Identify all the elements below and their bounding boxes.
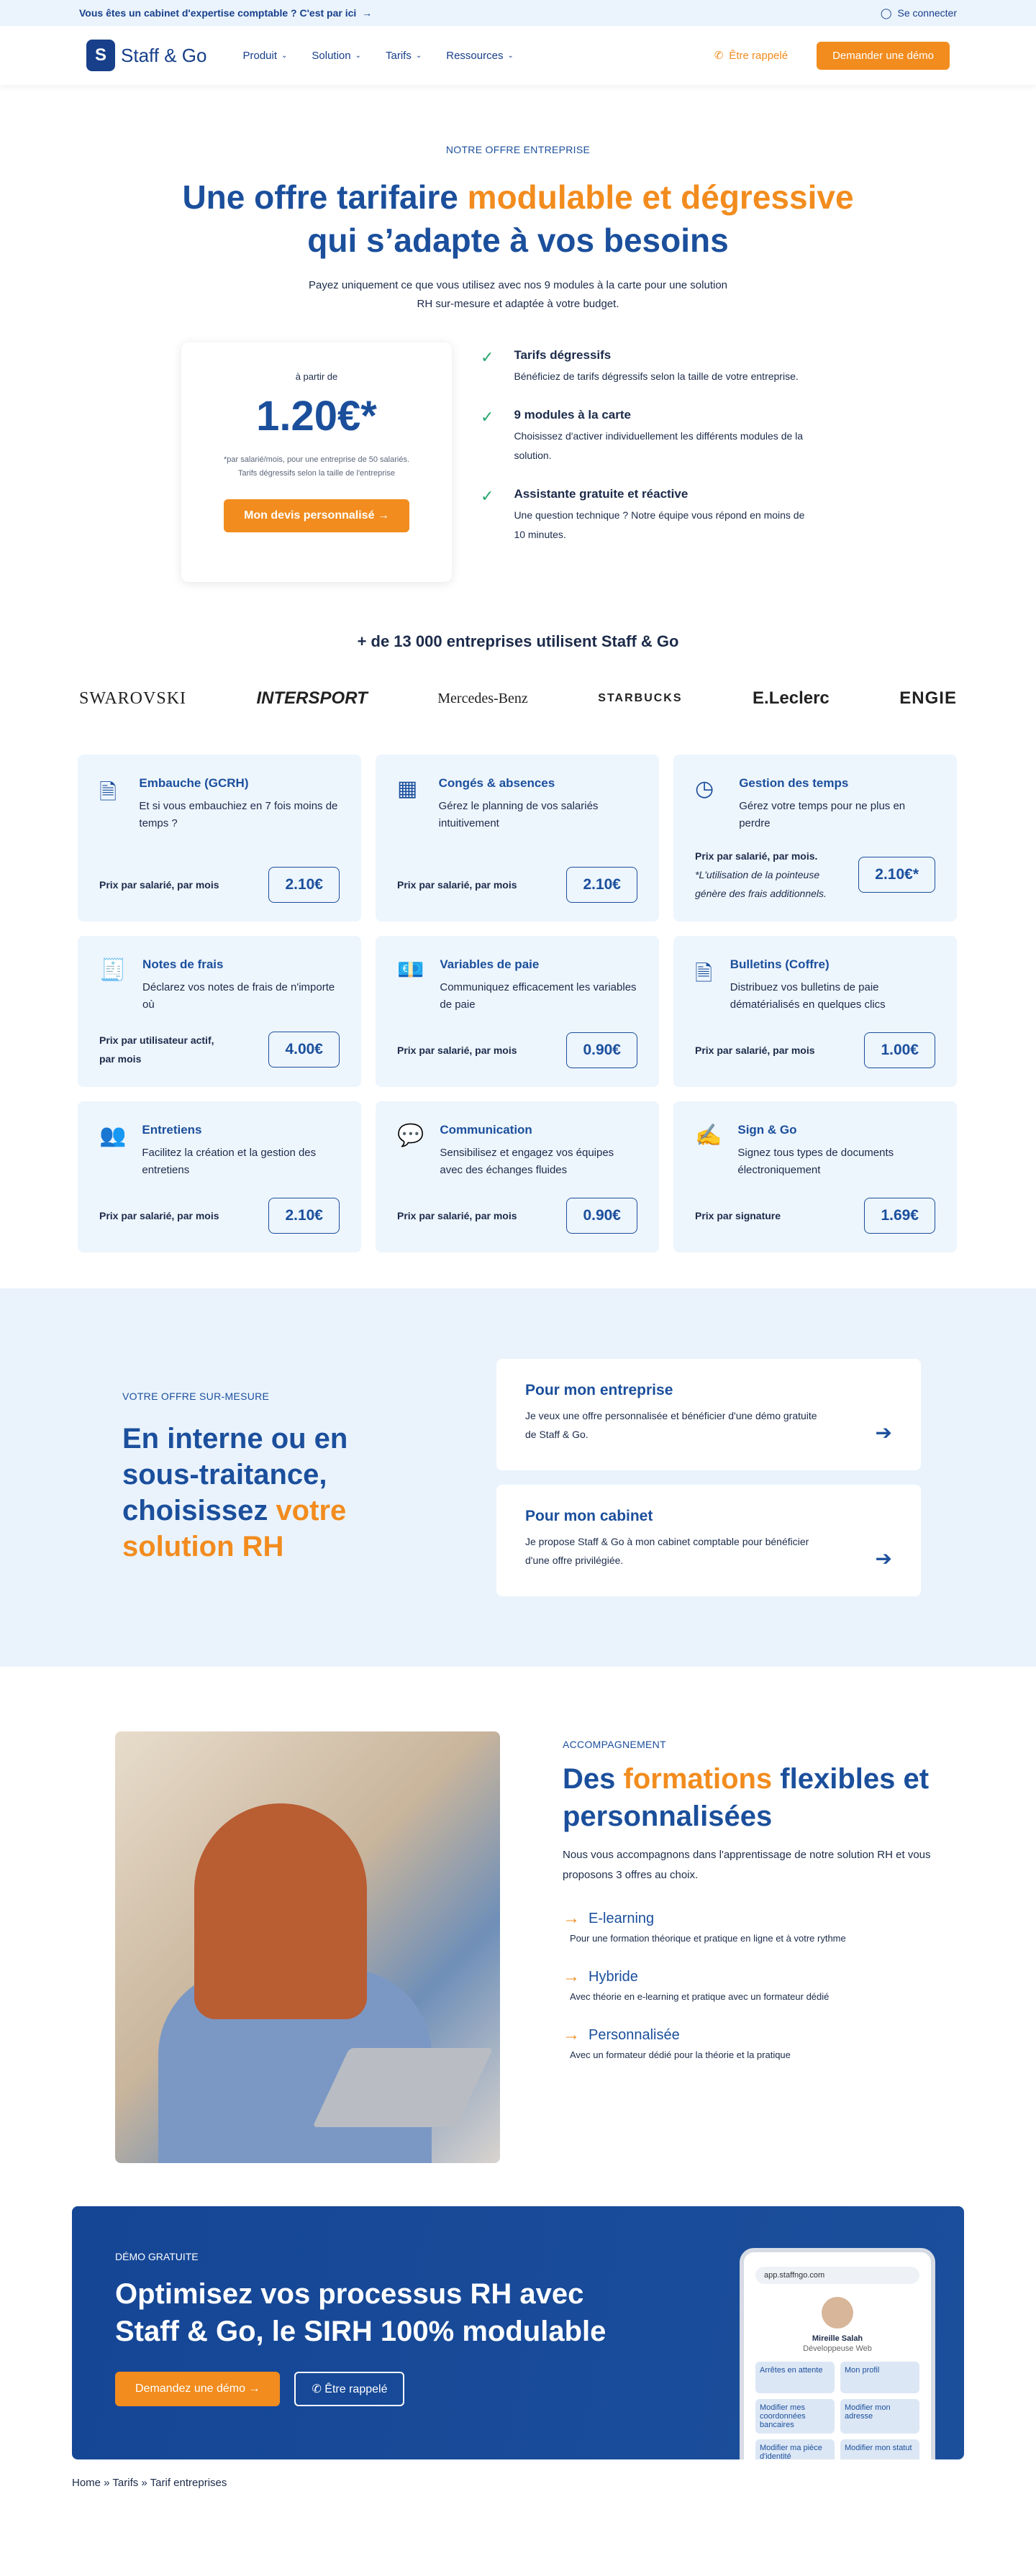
module-price: 0.90€ xyxy=(566,1198,637,1234)
module-price: 2.10€ xyxy=(268,867,340,903)
module-text: Distribuez vos bulletins de paie dématérialisés en quelques clics xyxy=(730,981,886,1011)
client-logo: INTERSPORT xyxy=(256,688,368,708)
module-price: 1.00€ xyxy=(864,1032,935,1068)
chevron-down-icon: ⌄ xyxy=(355,51,362,60)
hero xyxy=(0,85,1036,582)
module-card xyxy=(376,1101,659,1252)
breadcrumb[interactable]: Home » Tarifs » Tarif entreprises xyxy=(72,2477,227,2489)
phone-tile: Arrêtes en attente xyxy=(755,2362,835,2393)
nav-item-solution[interactable] xyxy=(312,50,361,62)
module-title: Congés & absences xyxy=(438,776,555,790)
module-title: Bulletins (Coffre) xyxy=(730,957,830,971)
feature-title: Assistante gratuite et réactive xyxy=(514,487,689,501)
training-section xyxy=(0,1667,1036,2163)
offer-card-title: Pour mon entreprise xyxy=(525,1382,673,1398)
callback-link[interactable] xyxy=(714,49,788,62)
phone-url: app.staffngo.com xyxy=(755,2267,919,2284)
module-price: 1.69€ xyxy=(864,1198,935,1234)
arrow-right-icon: → xyxy=(563,1967,580,1986)
module-price: 2.10€ xyxy=(566,867,637,903)
offer-card-text: Je veux une offre personnalisée et bénéficier d'une démo gratuite de Staff & Go. xyxy=(525,1410,817,1440)
hero-eyebrow: NOTRE OFFRE ENTREPRISE xyxy=(445,144,591,155)
phone-tile: Modifier ma pièce d'identité xyxy=(755,2439,835,2459)
nav-menu xyxy=(242,50,513,62)
training-item-text: Avec théorie en e-learning et pratique avec un formateur dédié xyxy=(570,1991,830,2002)
module-card xyxy=(376,936,659,1087)
band-intro xyxy=(122,1391,417,1565)
module-title: Communication xyxy=(440,1123,532,1137)
offer-section xyxy=(0,342,1036,582)
training-item-title: E-learning xyxy=(589,1910,655,1926)
feature-list xyxy=(481,342,812,582)
module-price: 2.10€* xyxy=(858,857,935,893)
phone-tile: Modifier mon statut xyxy=(840,2439,919,2459)
price-label: Prix par salarié, par mois xyxy=(695,1044,815,1056)
module-card xyxy=(673,755,957,921)
nav-label: Solution xyxy=(312,49,351,62)
training-title xyxy=(563,1760,951,1835)
arrow-right-icon: ➔ xyxy=(875,1547,892,1570)
chevron-down-icon: ⌄ xyxy=(415,51,422,60)
module-grid xyxy=(0,755,1036,1252)
calendar-icon: ▦ xyxy=(397,777,418,801)
price-label xyxy=(695,847,839,903)
band-eyebrow: VOTRE OFFRE SUR-MESURE xyxy=(122,1391,270,1402)
price-label: Prix par salarié, par mois xyxy=(397,1210,517,1221)
training-eyebrow: ACCOMPAGNEMENT xyxy=(563,1739,666,1750)
arrow-right-icon: → xyxy=(563,1908,580,1928)
training-item-title: Personnalisée xyxy=(589,2026,680,2043)
module-price: 0.90€ xyxy=(566,1032,637,1068)
hero-title-highlight: modulable et dégressive xyxy=(467,178,854,216)
arrow-right-icon: ➔ xyxy=(875,1421,892,1444)
price-label: Prix par salarié, par mois xyxy=(397,879,517,891)
training-item-text: Avec un formateur dédié pour la théorie et la pratique xyxy=(570,2049,791,2060)
training-item-title: Hybride xyxy=(589,1968,638,1985)
feature-text: Bénéficiez de tarifs dégressifs selon la taille de votre entreprise. xyxy=(514,370,799,382)
module-title: Entretiens xyxy=(142,1123,202,1137)
callback-label: Être rappelé xyxy=(729,49,789,62)
price-label: Prix par salarié, par mois xyxy=(99,1210,219,1221)
phone-mockup xyxy=(740,2248,935,2459)
module-text: Et si vous embauchiez en 7 fois moins de temps ? xyxy=(139,800,338,829)
brand-name: Staff & Go xyxy=(121,44,207,66)
price-label: Prix par utilisateur actif, par mois xyxy=(99,1034,214,1065)
module-text: Communiquez efficacement les variables de paie xyxy=(440,981,637,1011)
module-text: Gérez le planning de vos salariés intuitivement xyxy=(438,800,599,829)
check-icon: ✓ xyxy=(481,487,494,505)
chevron-down-icon: ⌄ xyxy=(507,51,514,60)
training-item xyxy=(563,2025,951,2060)
module-text: Facilitez la création et la gestion des entretiens xyxy=(142,1147,317,1176)
training-item xyxy=(563,1967,951,2002)
hiring-icon: 🗎 xyxy=(99,780,117,804)
module-card xyxy=(376,755,659,921)
cta-callback-button[interactable] xyxy=(294,2372,404,2406)
logo-mark-icon: S xyxy=(86,40,115,71)
nav-label: Ressources xyxy=(446,49,504,62)
hero-title-part: Une offre tarifaire xyxy=(182,178,468,216)
module-title: Sign & Go xyxy=(737,1123,797,1137)
feature-title: 9 modules à la carte xyxy=(514,408,631,422)
clock-icon: ◷ xyxy=(695,777,714,801)
phone-tile: Modifier mes coordonnées bancaires xyxy=(755,2399,835,2434)
module-card xyxy=(78,1101,361,1252)
phone-icon: ✆ xyxy=(312,2383,322,2395)
nav-item-produit[interactable] xyxy=(242,50,287,62)
offer-card-company[interactable] xyxy=(496,1359,921,1470)
band-title xyxy=(122,1421,417,1565)
chat-icon: 💬 xyxy=(397,1124,424,1147)
clients-section xyxy=(0,632,1036,720)
price-label: Prix par signature xyxy=(695,1210,781,1221)
quote-button[interactable]: Mon devis personnalisé → xyxy=(224,499,409,532)
promo-link[interactable]: Vous êtes un cabinet d'expertise comptable ? C'est par ici → xyxy=(79,7,373,19)
hero-title xyxy=(0,176,1036,262)
client-logo: SWAROVSKI xyxy=(79,688,187,708)
module-text: Sensibilisez et engagez vos équipes avec des échanges fluides xyxy=(440,1147,614,1176)
module-title: Gestion des temps xyxy=(739,776,849,790)
promo-bar xyxy=(0,0,1036,26)
cta-eyebrow: DÉMO GRATUITE xyxy=(115,2251,199,2262)
module-text: Signez tous types de documents électroniquement xyxy=(737,1147,894,1176)
training-subtitle: Nous vous accompagnons dans l'apprentissage de notre solution RH et vous proposons 3 offres au choix. xyxy=(563,1849,931,1881)
module-title: Variables de paie xyxy=(440,957,540,971)
arrow-right-icon: → xyxy=(563,2025,580,2044)
price-amount: 1.20€* xyxy=(256,393,377,440)
training-title-highlight: formations xyxy=(623,1763,773,1795)
login-link[interactable] xyxy=(881,7,957,19)
cta-title: Optimisez vos processus RH avec Staff & Go, le SIRH 100% modulable xyxy=(115,2278,606,2347)
demo-button[interactable]: Demander une démo xyxy=(817,42,950,70)
price-note-line: *par salarié/mois, pour une entreprise de 50 salariés. xyxy=(223,455,410,464)
custom-offer-band xyxy=(0,1288,1036,1667)
client-logo: STARBUCKS xyxy=(598,692,683,704)
price-note: *L'utilisation de la pointeuse génère des frais additionnels. xyxy=(695,869,827,899)
price-from: à partir de xyxy=(295,371,338,382)
client-logo: Mercedes-Benz xyxy=(437,690,528,706)
demo-cta xyxy=(72,2206,964,2459)
band-cards xyxy=(496,1359,921,1596)
feature-text: Choisissez d'activer individuellement les différents modules de la solution. xyxy=(514,430,804,461)
check-icon: ✓ xyxy=(481,348,494,366)
photo-shape xyxy=(194,1803,367,2019)
user-icon: ◯ xyxy=(880,6,892,19)
training-title-part: Des xyxy=(563,1763,624,1795)
login-label: Se connecter xyxy=(897,7,957,19)
cta-demo-button[interactable]: Demandez une démo → xyxy=(115,2372,280,2406)
feature-text: Une question technique ? Notre équipe vous répond en moins de 10 minutes. xyxy=(514,509,805,540)
module-card xyxy=(673,936,957,1087)
receipt-icon: 🧾 xyxy=(99,958,127,982)
price-label: Prix par salarié, par mois xyxy=(99,879,219,891)
client-logo: ENGIE xyxy=(899,688,957,708)
nav-label: Produit xyxy=(242,49,278,62)
band-title-highlight: votre solution RH xyxy=(122,1495,347,1562)
phone-tiles xyxy=(755,2362,919,2459)
offer-card-firm[interactable] xyxy=(496,1485,921,1596)
nav-actions xyxy=(714,42,950,70)
price-card xyxy=(181,342,452,582)
nav-item-ressources[interactable] xyxy=(446,50,514,62)
hero-subtitle: Payez uniquement ce que vous utilisez avec nos 9 modules à la carte pour une solution RH sur-mesure et adaptée à votre budget. xyxy=(308,279,728,310)
band-title-part: En interne ou en sous-traitance, choisissez xyxy=(122,1423,348,1526)
payslip-icon: 🗎 xyxy=(695,962,713,986)
client-logos xyxy=(0,677,1036,720)
interview-icon: 👥 xyxy=(99,1124,127,1147)
module-card xyxy=(78,936,361,1087)
module-card xyxy=(673,1101,957,1252)
promo-text: Vous êtes un cabinet d'expertise comptable ? C'est par ici xyxy=(79,7,357,19)
phone-tile: Mon profil xyxy=(840,2362,919,2393)
module-text: Déclarez vos notes de frais de n'importe où xyxy=(142,981,335,1011)
phone-tile: Modifier mon adresse xyxy=(840,2399,919,2434)
price-label-text: Prix par salarié, par mois. xyxy=(695,850,818,862)
training-content xyxy=(563,1731,951,2163)
signature-icon: ✍ xyxy=(695,1124,722,1147)
feature-item xyxy=(481,348,812,386)
module-price: 4.00€ xyxy=(268,1032,340,1068)
logo[interactable] xyxy=(86,40,206,71)
phone-user-role: Développeuse Web xyxy=(803,2344,872,2353)
training-title-part: flexibles et personnalisées xyxy=(563,1763,930,1832)
training-photo xyxy=(115,1731,500,2163)
module-card xyxy=(78,755,361,921)
module-title: Embauche (GCRH) xyxy=(139,776,249,790)
module-title: Notes de frais xyxy=(142,957,224,971)
training-item xyxy=(563,1908,951,1944)
training-item-text: Pour une formation théorique et pratique en ligne et à votre rythme xyxy=(570,1933,846,1944)
feature-title: Tarifs dégressifs xyxy=(514,348,612,362)
feature-item xyxy=(481,408,812,465)
hero-title-part: qui s’adapte à vos besoins xyxy=(307,222,729,259)
training-options xyxy=(563,1908,951,2060)
feature-item xyxy=(481,487,812,545)
price-label: Prix par salarié, par mois xyxy=(397,1044,517,1056)
offer-card-text: Je propose Staff & Go à mon cabinet comptable pour bénéficier d'une offre privilégiée. xyxy=(525,1536,809,1566)
price-note xyxy=(181,453,452,481)
client-logo: E.Leclerc xyxy=(753,688,830,708)
chevron-down-icon: ⌄ xyxy=(281,51,288,60)
module-price: 2.10€ xyxy=(268,1198,340,1234)
cta-callback-label: Être rappelé xyxy=(324,2383,388,2395)
nav-item-tarifs[interactable] xyxy=(386,50,422,62)
offer-card-title: Pour mon cabinet xyxy=(525,1508,653,1524)
clients-title: + de 13 000 entreprises utilisent Staff & Go xyxy=(357,632,679,650)
check-icon: ✓ xyxy=(481,408,494,426)
module-text: Gérez votre temps pour ne plus en perdre xyxy=(739,800,906,829)
price-note-line: Tarifs dégressifs selon la taille de l'entreprise xyxy=(238,469,395,478)
phone-user-name: Mireille Salah xyxy=(812,2334,863,2343)
avatar xyxy=(822,2297,853,2329)
phone-icon: ✆ xyxy=(714,50,724,62)
money-trend-icon: 💶 xyxy=(397,958,424,982)
main-nav xyxy=(0,26,1036,85)
nav-label: Tarifs xyxy=(386,49,412,62)
